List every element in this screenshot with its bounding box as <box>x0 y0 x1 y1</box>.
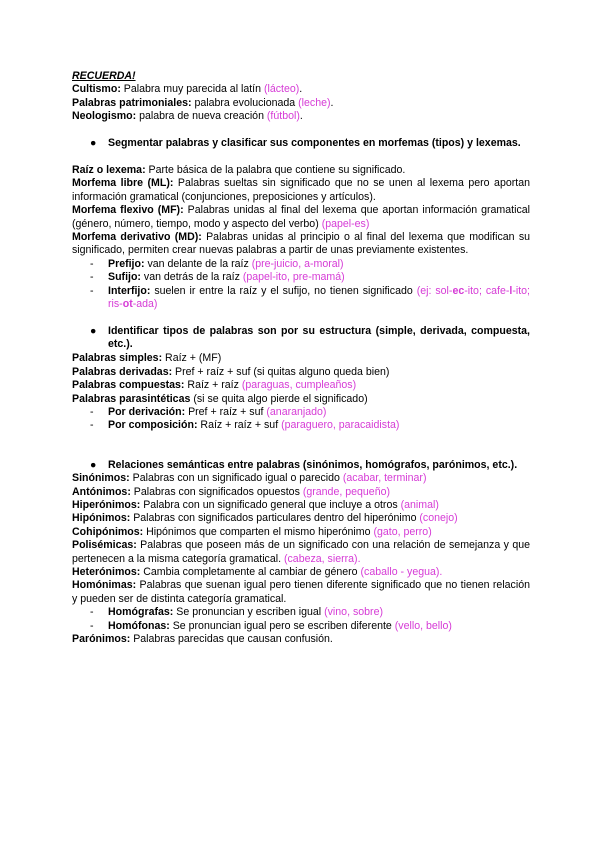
term: Sinónimos: <box>72 472 130 485</box>
term: Morfema derivativo (MD): <box>72 231 202 244</box>
example: (acabar, terminar) <box>342 472 427 485</box>
term: Cohipónimos: <box>72 525 144 538</box>
sub-item: - Sufijo: van detrás de la raíz (papel-ito, pre-mamá) <box>90 271 345 284</box>
sub-item: - Por composición: Raíz + raíz + suf (paraguero, paracaidista) <box>90 419 400 432</box>
term: Prefijo: <box>108 257 145 270</box>
dash-marker: - <box>90 619 94 632</box>
term: Heterónimos: <box>72 566 141 578</box>
section-heading-estructura: ● Identificar tipos de palabras son por su estructura (simple, derivada, compuesta, etc.). <box>90 324 530 350</box>
term: Palabras compuestas: <box>72 379 185 392</box>
term: Morfema libre (ML): <box>72 177 174 190</box>
dash-marker: - <box>90 419 94 432</box>
definition-line: Hiperónimos: Palabra con un significado general que incluye a otros (animal) <box>72 498 439 511</box>
sub-item: - Interfijo: suelen ir entre la raíz y el sufijo, no tienen significado (ej: sol-ec-ito; cafe-l-ito; ris-ot-ada) <box>90 284 531 311</box>
recuerda-title: RECUERDA! <box>72 70 136 82</box>
term: Palabras patrimoniales: <box>72 96 192 109</box>
document-page <box>72 70 530 646</box>
example: (papel-es) <box>321 217 370 230</box>
definition-line: Palabras compuestas: Raíz + raíz (paraguas, cumpleaños) <box>72 379 357 392</box>
definition-line: Antónimos: Palabras con significados opuestos (grande, pequeño) <box>72 485 390 498</box>
bullet-icon: ● <box>90 136 97 149</box>
term: Palabras simples: <box>72 352 163 365</box>
example: (gato, perro) <box>373 525 432 538</box>
dash-marker: - <box>90 257 94 270</box>
definition-line: Polisémicas: Palabras que poseen más de un significado con una relación de semejanza y que pertenecen a la misma categoría gramatical. (cabeza, sierra). <box>72 539 530 565</box>
term: Cultismo: <box>72 83 121 96</box>
definition-line: Parónimos: Palabras parecidas que causan confusión. <box>72 633 333 646</box>
sub-item: - Homógrafas: Se pronuncian y escriben igual (vino, sobre) <box>90 606 383 619</box>
term: Hipónimos: <box>72 512 131 525</box>
example: (caballo - yegua). <box>360 566 443 578</box>
term: Neologismo: <box>72 110 137 123</box>
term: Por derivación: <box>108 405 186 418</box>
example: (grande, pequeño) <box>302 485 390 498</box>
term: Parónimos: <box>72 633 131 646</box>
example: (paraguero, paracaidista) <box>281 419 400 432</box>
definition-line: Neologismo: palabra de nueva creación (fútbol). <box>72 110 303 123</box>
term: Morfema flexivo (MF): <box>72 204 184 217</box>
example: (cabeza, sierra). <box>283 552 361 565</box>
term: Homónimas: <box>72 579 137 592</box>
term: Raíz o lexema: <box>72 164 146 177</box>
bullet-icon: ● <box>90 324 97 337</box>
term: Homófonas: <box>108 619 170 632</box>
definition-line: Cohipónimos: Hipónimos que comparten el mismo hiperónimo (gato, perro) <box>72 525 432 538</box>
term: Hiperónimos: <box>72 498 141 511</box>
section-heading-morfemas: ● Segmentar palabras y clasificar sus componentes en morfemas (tipos) y lexemas. <box>90 136 521 149</box>
bullet-icon: ● <box>90 458 97 471</box>
example: (animal) <box>400 498 439 511</box>
dash-marker: - <box>90 606 94 619</box>
example: (lácteo) <box>263 83 300 96</box>
term: Por composición: <box>108 419 198 432</box>
term: Palabras parasintéticas <box>72 392 191 405</box>
dash-marker: - <box>90 271 94 284</box>
term: Interfijo: <box>108 284 151 297</box>
example: (vino, sobre) <box>324 606 383 619</box>
definition-line: Raíz o lexema: Parte básica de la palabra que contiene su significado. <box>72 164 406 177</box>
example: (ej: sol-ec-ito; cafe-l-ito; ris-ot-ada) <box>108 284 531 311</box>
example: (leche) <box>298 96 331 109</box>
definition-line: Morfema flexivo (MF): Palabras unidas al final del lexema que aportan información gramatical (género, número, tiempo, modo y aspecto del verbo) (papel-es) <box>72 204 530 230</box>
example: (vello, bello) <box>394 619 452 632</box>
term: Homógrafas: <box>108 606 174 619</box>
sub-item: - Prefijo: van delante de la raíz (pre-juicio, a-moral) <box>90 257 344 270</box>
example: (conejo) <box>419 512 458 525</box>
definition-line: Hipónimos: Palabras con significados particulares dentro del hiperónimo (conejo) <box>72 512 458 525</box>
term: Sufijo: <box>108 271 141 284</box>
definition-line: Morfema libre (ML): Palabras sueltas sin significado que no se unen al lexema pero aportan información gramatical (conjunciones, preposiciones y artículos). <box>72 177 530 203</box>
sub-item: - Homófonas: Se pronuncian igual pero se escriben diferente (vello, bello) <box>90 619 452 632</box>
definition-line: Cultismo: Palabra muy parecida al latín (lácteo). <box>72 83 303 96</box>
definition-line: Palabras derivadas: Pref + raíz + suf (si quitas alguno queda bien) <box>72 365 390 378</box>
section-heading-relaciones: ● Relaciones semánticas entre palabras (sinónimos, homógrafos, parónimos, etc.). <box>90 458 518 471</box>
definition-line: Heterónimos: Cambia completamente al cambiar de género (caballo - yegua). <box>72 566 443 578</box>
definition-line: Homónimas: Palabras que suenan igual pero tienen diferente significado que no tienen relación y pueden ser de distinta categoría gramatical. <box>72 579 530 605</box>
example: (papel-ito, pre-mamá) <box>242 271 345 284</box>
example: (pre-juicio, a-moral) <box>251 257 344 270</box>
term: Palabras derivadas: <box>72 365 173 378</box>
term: Polisémicas: <box>72 539 137 552</box>
sub-item: - Por derivación: Pref + raíz + suf (anaranjado) <box>90 405 327 418</box>
dash-marker: - <box>90 284 94 297</box>
example: (anaranjado) <box>266 405 327 418</box>
example: (fútbol) <box>266 110 300 123</box>
definition-line: Morfema derivativo (MD): Palabras unidas al principio o al final del lexema que modifican su significado, permiten crear nuevas palabras a partir de unas previamente existentes. <box>72 231 531 257</box>
definition-line: Palabras simples: Raíz + (MF) <box>72 352 222 365</box>
term: Antónimos: <box>72 485 131 498</box>
dash-marker: - <box>90 405 94 418</box>
example: (paraguas, cumpleaños) <box>241 379 357 392</box>
definition-line: Sinónimos: Palabras con un significado igual o parecido (acabar, terminar) <box>72 472 427 485</box>
definition-line: Palabras parasintéticas (si se quita algo pierde el significado) <box>72 392 368 405</box>
spacer <box>72 433 530 446</box>
definition-line: Palabras patrimoniales: palabra evolucionada (leche). <box>72 96 334 109</box>
